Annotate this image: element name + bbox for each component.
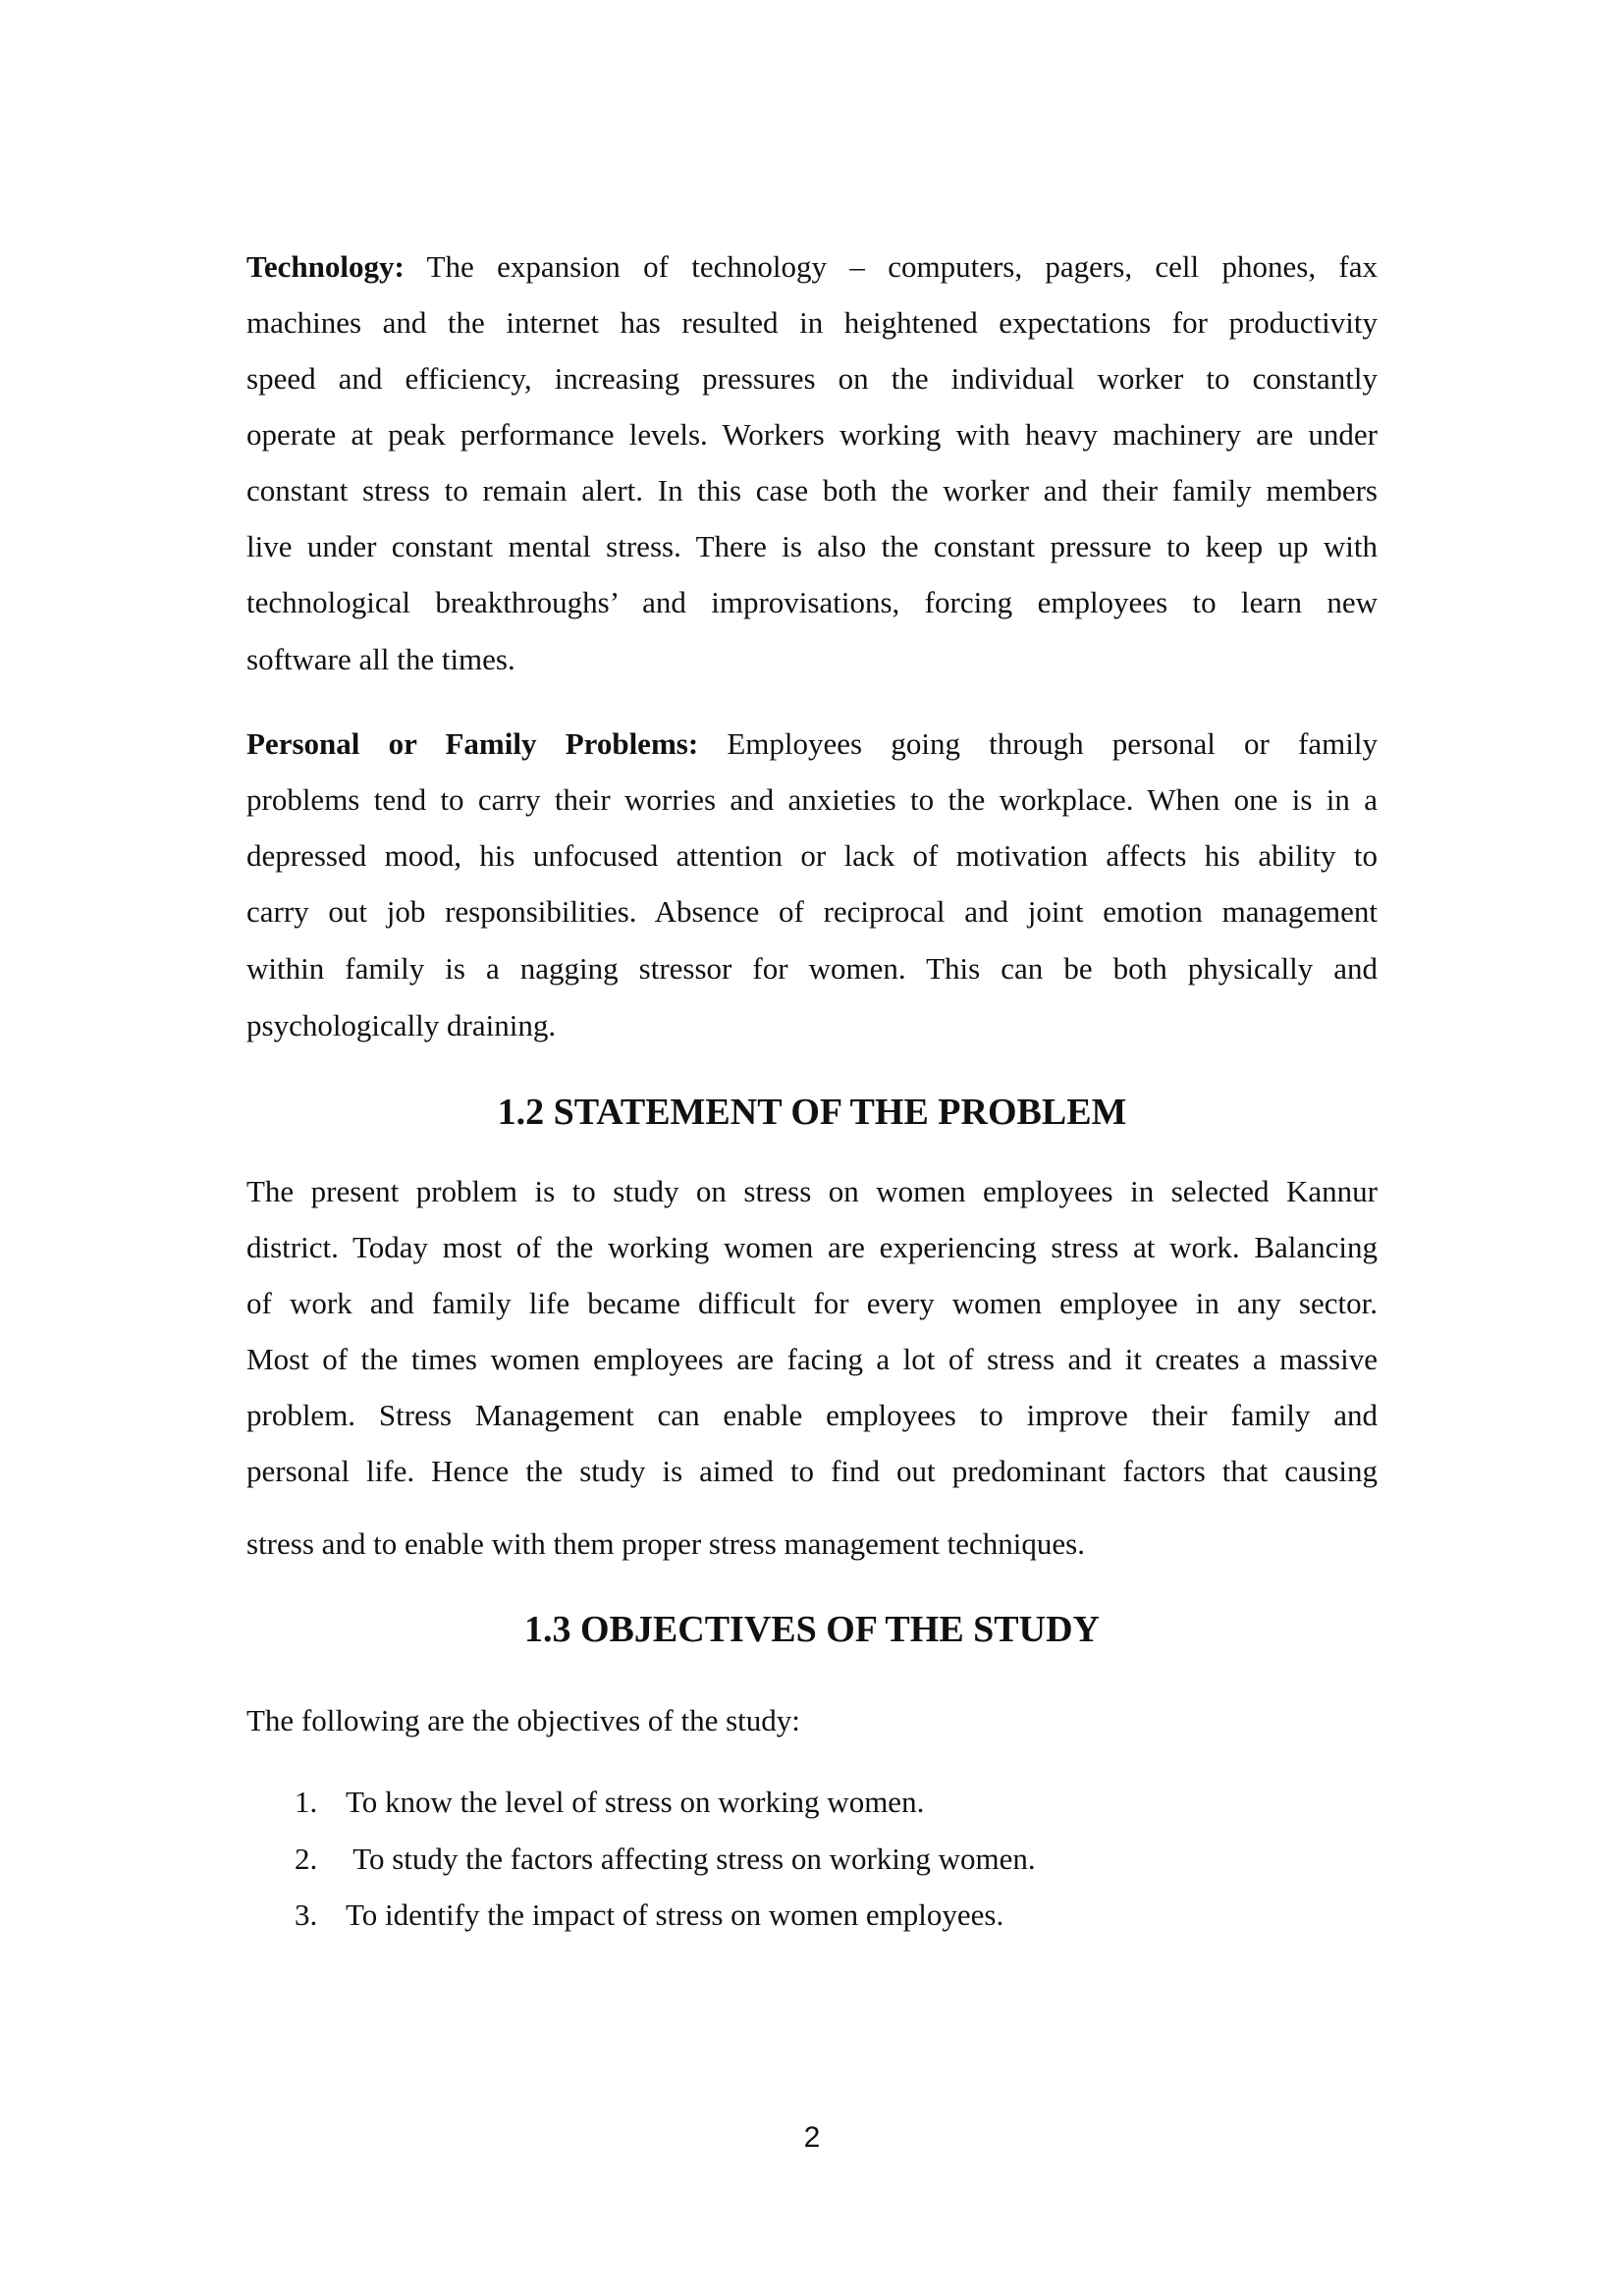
technology-label: Technology: xyxy=(246,249,405,284)
text-line: operate at peak performance levels. Workers working with heavy machinery are under xyxy=(246,417,1378,452)
text-line: district. Today most of the working women are experiencing stress at work. Balancing xyxy=(246,1230,1378,1264)
text-line: within family is a nagging stressor for women. This can be both physically and xyxy=(246,951,1378,986)
text-line: personal life. Hence the study is aimed to find out predominant factors that causing xyxy=(246,1454,1378,1488)
section-heading-statement-of-problem: 1.2 STATEMENT OF THE PROBLEM xyxy=(497,1092,1127,1133)
text-line: psychologically draining. xyxy=(246,1008,557,1042)
text-line: depressed mood, his unfocused attention or lack of motivation affects his ability to xyxy=(246,838,1378,873)
text-line: problem. Stress Management can enable employees to improve their family and xyxy=(246,1398,1378,1432)
text-line: carry out job responsibilities. Absence of reciprocal and joint emotion management xyxy=(246,894,1378,929)
text-line: software all the times. xyxy=(246,642,515,676)
text-line: constant stress to remain alert. In this case both the worker and their family members xyxy=(246,473,1378,507)
text-line: The present problem is to study on stress on women employees in selected Kannur xyxy=(246,1174,1378,1208)
list-item-text: To know the level of stress on working women. xyxy=(346,1785,925,1819)
objectives-intro: The following are the objectives of the study: xyxy=(246,1703,800,1737)
list-item-text: To study the factors affecting stress on working women. xyxy=(346,1842,1036,1876)
section-heading-objectives: 1.3 OBJECTIVES OF THE STUDY xyxy=(524,1609,1100,1650)
list-item-text: To identify the impact of stress on women employees. xyxy=(346,1897,1004,1932)
list-item xyxy=(295,1896,1003,1935)
list-item-number: 2. xyxy=(295,1842,318,1876)
list-item xyxy=(295,1783,924,1822)
text-line: of work and family life became difficult for every women employee in any sector. xyxy=(246,1286,1378,1320)
text-line: problems tend to carry their worries and anxieties to the workplace. When one is in a xyxy=(246,782,1378,817)
text-line: Most of the times women employees are facing a lot of stress and it creates a massive xyxy=(246,1342,1378,1376)
text-line: machines and the internet has resulted in heightened expectations for productivity xyxy=(246,305,1378,340)
page-number: 2 xyxy=(803,2121,821,2154)
list-item xyxy=(295,1840,1036,1879)
text-line: speed and efficiency, increasing pressures on the individual worker to constantly xyxy=(246,361,1378,396)
text-line: Technology: The expansion of technology – computers, pagers, cell phones, fax xyxy=(246,249,1378,284)
list-item-number: 1. xyxy=(295,1785,318,1819)
text-line: live under constant mental stress. There is also the constant pressure to keep up with xyxy=(246,529,1378,563)
text-line: Personal or Family Problems: Employees going through personal or family xyxy=(246,726,1378,761)
personal-family-label: Personal or Family Problems: xyxy=(246,726,699,761)
list-item-number: 3. xyxy=(295,1897,318,1932)
text-line: stress and to enable with them proper stress management techniques. xyxy=(246,1526,1085,1561)
text-line: technological breakthroughs’ and improvisations, forcing employees to learn new xyxy=(246,585,1378,619)
